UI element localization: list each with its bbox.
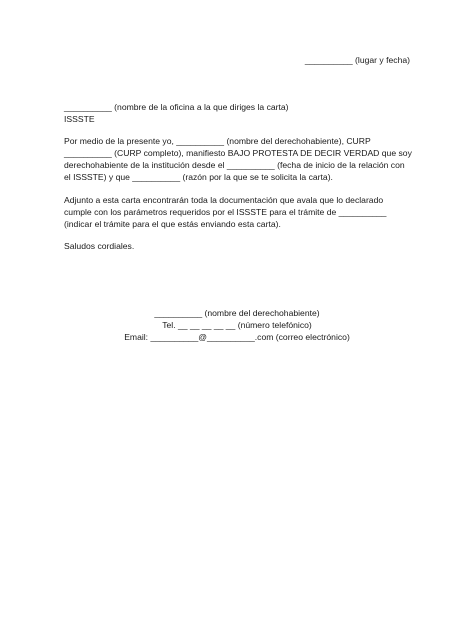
signature-name: __________ (nombre del derechohabiente)	[154, 308, 320, 318]
recipient-office: __________ (nombre de la oficina a la que diriges la carta)	[64, 102, 289, 112]
paragraph-2-line-1: Adjunto a esta carta encontrarán toda la documentación que avala que lo declarado	[64, 195, 384, 205]
paragraph-1-line-1: Por medio de la presente yo, __________ (nombre del derechohabiente), CURP	[64, 136, 371, 146]
paragraph-1-line-4: el ISSSTE) y que __________ (razón por la que se te solicita la carta).	[64, 172, 333, 182]
paragraph-1-line-2: __________ (CURP completo), manifiesto BAJO PROTESTA DE DECIR VERDAD que soy	[64, 148, 412, 158]
signature-email: Email: __________@__________.com (correo electrónico)	[124, 332, 350, 342]
closing: Saludos cordiales.	[64, 241, 135, 251]
paragraph-1-line-3: derechohabiente de la institución desde el __________ (fecha de inicio de la relación con	[64, 160, 405, 170]
recipient-institution: ISSSTE	[64, 114, 95, 124]
signature-phone: Tel. __ __ __ __ __ (número telefónico)	[162, 320, 312, 330]
place-date: __________ (lugar y fecha)	[304, 55, 410, 65]
paragraph-2-line-3: (indicar el trámite para el que estás enviando esta carta).	[64, 219, 281, 229]
paragraph-2-line-2: cumple con los parámetros requeridos por el ISSSTE para el trámite de __________	[64, 207, 387, 217]
